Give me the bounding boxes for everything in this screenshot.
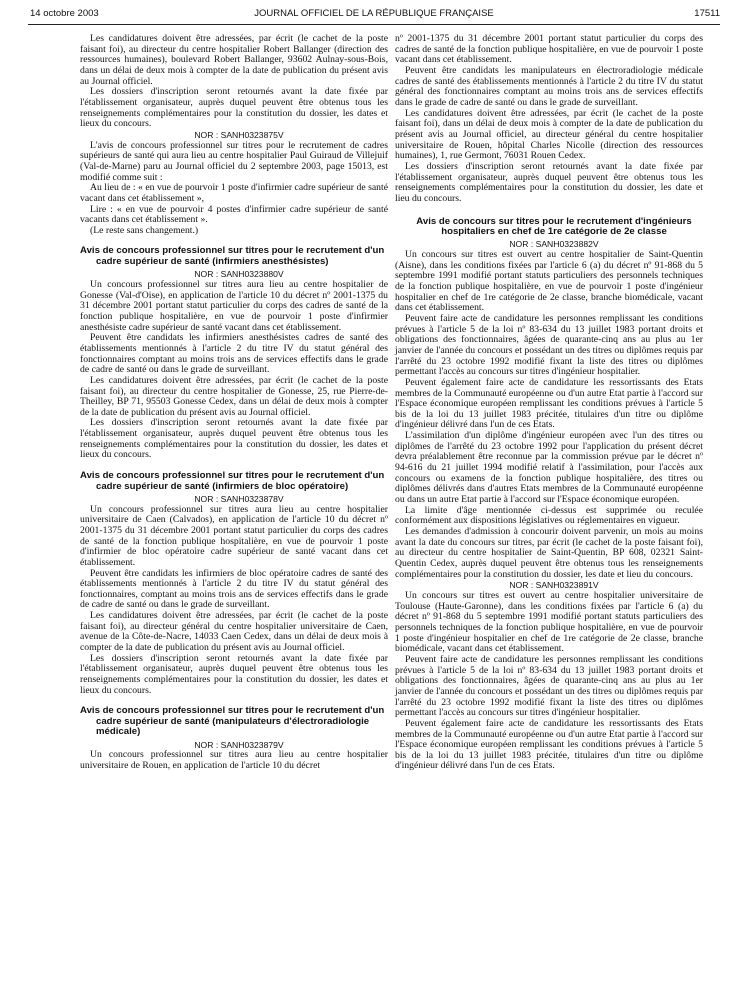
paragraph: Peuvent également faire acte de candidature les ressortissants des Etats membres de la Communauté européenne ou d'un autre Etat partie à l'accord sur l'Espace économique européen remplissant les conditions prévues à l'article 5 bis de la loi du 13 juillet 1983 précitée, titulaires d'un titre ou diplôme d'ingénieur délivré dans l'un de ces Etats. bbox=[395, 376, 703, 431]
paragraph: Au lieu de : « en vue de pourvoir 1 poste d'infirmier cadre supérieur de santé vacant dans cet établissement », bbox=[80, 182, 388, 204]
paragraph: La limite d'âge mentionnée ci-dessus est supprimée ou reculée conformément aux dispositions législatives ou réglementaires en vigueur. bbox=[395, 504, 703, 527]
page-number: 17511 bbox=[694, 8, 720, 19]
left-column bbox=[80, 34, 388, 772]
nor-reference: NOR : SANH0323880V bbox=[194, 269, 284, 280]
paragraph: Les candidatures doivent être adressées, par écrit (le cachet de la poste faisant foi), au directeur du centre hospitalier de Gonesse, 25, rue Pierre-de-Theilley, BP 71, 95503 Gonesse Cedex, dans un délai de deux mois à compter de la date de publication du présent avis au Journal officiel. bbox=[80, 374, 388, 418]
paragraph: Les demandes d'admission à concourir doivent parvenir, un mois au moins avant la date du concours sur titres, par écrit (le cachet de la poste faisant foi), au directeur du centre hospitalier de Saint-Quentin, BP 608, 02321 Saint-Quentin Cedex, auprès duquel peuvent être obtenus tous les renseignements complémentaires pour la constitution du dossier, les date et lieu du concours. bbox=[395, 526, 703, 580]
paragraph: Peuvent également faire acte de candidature les ressortissants des Etats membres de la Communauté européenne ou d'un autre Etat partie à l'accord sur l'Espace économique européen remplissant les conditions prévues à l'article 5 bis de la loi du 13 juillet 1983 précitée, titulaires d'un titre ou diplôme d'ingénieur délivré dans l'un de ces Etats. bbox=[395, 717, 703, 772]
nor-reference: NOR : SANH0323882V bbox=[509, 239, 599, 250]
paragraph: Un concours professionnel sur titres aura lieu au centre hospitalier universitaire de Caen (Calvados), en application de l'article 10 du décret nº 2001-1375 du 31 décembre 2001 portant statut particulier du corps des cadres de santé de la fonction publique hospitalière, en vue de pourvoir 1 poste d'infirmier de bloc opératoire cadre supérieur de santé vacant dans cet établissement. bbox=[80, 503, 388, 568]
paragraph: Un concours sur titres est ouvert au centre hospitalier universitaire de Toulouse (Haute-Garonne), dans les conditions fixées par l'article 6 (a) du décret nº 91-868 du 5 septembre 1991 modifié portant statuts particuliers des personnels techniques de la fonction publique hospitalière, en vue de pourvoir 1 poste d'ingénieur hospitalier en chef de 1re catégorie de 2e classe, branche biomédicale, vacant dans cet établissement. bbox=[395, 589, 703, 655]
paragraph: Les dossiers d'inscription seront retournés avant la date fixée par l'établissement organisateur, auprès duquel peuvent être obtenus tous les renseignements complémentaires pour la constitution du dossier, les date et lieu du concours. bbox=[395, 160, 703, 204]
paragraph: Un concours professionnel sur titres aura lieu au centre hospitalier universitaire de Rouen, en application de l'article 10 du décret bbox=[80, 749, 388, 771]
journal-title: JOURNAL OFFICIEL DE LA RÉPUBLIQUE FRANÇAISE bbox=[254, 8, 494, 19]
paragraph: L'avis de concours professionnel sur titres pour le recrutement de cadres supérieurs de santé qui aura lieu au centre hospitalier Paul Guiraud de Villejuif (Val-de-Marne) paru au Journal officiel du 2 septembre 2003, page 15013, est modifié comme suit : bbox=[80, 139, 388, 183]
paragraph: Les candidatures doivent être adressées, par écrit (le cachet de la poste faisant foi), au directeur du centre hospitalier Robert Ballanger (direction des ressources humaines), boulevard Robert Ballanger, 93602 Aulnay-sous-Bois, dans un délai de deux mois à compter de la date de publication du présent avis au Journal officiel. bbox=[80, 33, 388, 87]
section-title: Avis de concours sur titres pour le recrutement d'ingénieurs hospitaliers en chef de 1re catégorie de 2e classe bbox=[416, 215, 692, 237]
paragraph: Un concours professionnel sur titres aura lieu au centre hospitalier de Gonesse (Val-d'Oise), en application de l'article 10 du décret nº 2001-1375 du 31 décembre 2001 portant statut particulier du corps des cadres de santé de la fonction publique hospitalière, en vue de pourvoir 1 poste d'infirmier anesthésiste cadre supérieur de santé vacant dans cet établissement. bbox=[80, 278, 388, 333]
section-title: Avis de concours professionnel sur titres pour le recrutement d'un cadre supérieur de santé (manipulateurs d'électroradiologie médicale) bbox=[80, 705, 385, 738]
nor-reference: NOR : SANH0323875V bbox=[194, 129, 284, 140]
paragraph: Les dossiers d'inscription seront retournés avant la date fixée par l'établissement organisateur, auprès duquel peuvent être obtenus tous les renseignements complémentaires pour la constitution du dossier, les dates et lieux du concours. bbox=[80, 86, 388, 130]
paragraph: Peuvent être candidats les infirmiers anesthésistes cadres de santé des établissements mentionnés à l'article 2 du titre IV du statut général des fonctionnaires comptant au moins trois ans de services effectifs dans le grade de cadre de santé ou dans le grade de surveillant. bbox=[80, 332, 388, 376]
nor-reference: NOR : SANH0323879V bbox=[194, 739, 284, 750]
paragraph: Peuvent faire acte de candidature les personnes remplissant les conditions prévues à l'article 5 de la loi nº 83-634 du 13 juillet 1983 portant droits et obligations des fonctionnaires, âgées de quarante-cinq ans au plus au 1er janvier de l'année du concours et possédant un des titres ou diplômes requis par l'arrêté du 23 octobre 1992 modifié fixant la liste des titres ou diplômes permettant l'accès au concours sur titres d'ingénieur hospitalier. bbox=[395, 653, 703, 719]
paragraph: Peuvent faire acte de candidature les personnes remplissant les conditions prévues à l'article 5 de la loi nº 83-634 du 13 juillet 1983 portant droits et obligations des fonctionnaires, âgées de quarante-cinq ans au plus au 1er janvier de l'année du concours et possédant un des titres ou diplômes requis par l'arrêté du 23 octobre 1992 modifié fixant la liste des titres ou diplômes permettant l'accès au concours sur titres d'ingénieur hospitalier. bbox=[395, 312, 703, 378]
paragraph: Peuvent être candidats les infirmiers de bloc opératoire cadres de santé des établissements mentionnés à l'article 2 du titre IV du statut général des fonctionnaires, comptant au moins trois ans de services effectifs dans le grade de cadre de santé ou dans le grade de surveillant. bbox=[80, 567, 388, 611]
nor-reference: NOR : SANH0323891V bbox=[509, 580, 599, 591]
paragraph: (Le reste sans changement.) bbox=[90, 224, 199, 236]
paragraph: Les candidatures doivent être adressées, par écrit (le cachet de la poste faisant foi), dans un délai de deux mois à compter de la date de publication du présent avis au Journal officiel, au directeur général du centre hospitalier universitaire de Rouen, hôpital Charles Nicolle (direction des ressources humaines), 1, rue Germont, 76031 Rouen Cedex. bbox=[395, 107, 703, 162]
paragraph: Les candidatures doivent être adressées, par écrit (le cachet de la poste faisant foi), au directeur général du centre hospitalier universitaire de Caen, avenue de la Côte-de-Nacre, 14033 Caen Cedex, dans un délai de deux mois à compter de la date de publication du présent avis au Journal officiel. bbox=[80, 610, 388, 654]
paragraph: Les dossiers d'inscription seront retournés avant la date fixée par l'établissement organisateur, auprès duquel peuvent être obtenus tous les renseignements complémentaires pour la constitution du dossier, les dates et lieux du concours. bbox=[80, 652, 388, 696]
paragraph: Un concours sur titres est ouvert au centre hospitalier de Saint-Quentin (Aisne), dans les conditions fixées par l'article 6 (a) du décret nº 91-868 du 5 septembre 1991 modifié portant statuts particuliers des personnels techniques de la fonction publique hospitalière, en vue de pourvoir 1 poste d'ingénieur hospitalier en chef de 1re catégorie de 2e classe, branche biomédicale, vacant dans cet établissement. bbox=[395, 248, 703, 314]
paragraph: nº 2001-1375 du 31 décembre 2001 portant statut particulier du corps des cadres de santé de la fonction publique hospitalière, en vue de pourvoir 1 poste vacant dans cet établissement. bbox=[395, 33, 703, 66]
right-column bbox=[395, 34, 703, 772]
paragraph: Les dossiers d'inscription seront retournés avant la date fixée par l'établissement organisateur, auprès duquel peuvent être obtenus tous les renseignements complémentaires pour la constitution du dossier, les dates et lieux du concours. bbox=[80, 417, 388, 461]
section-title: Avis de concours professionnel sur titres pour le recrutement d'un cadre supérieur de santé (infirmiers de bloc opératoire) bbox=[80, 470, 385, 492]
nor-reference: NOR : SANH0323878V bbox=[194, 493, 284, 504]
paragraph: Lire : « en vue de pourvoir 4 postes d'infirmier cadre supérieur de santé vacants dans cet établissement ». bbox=[80, 203, 388, 226]
header-date: 14 octobre 2003 bbox=[30, 8, 99, 19]
header-rule bbox=[28, 24, 720, 25]
page-header bbox=[0, 0, 748, 22]
paragraph: Peuvent être candidats les manipulateurs en électroradiologie médicale cadres de santé des établissements mentionnés à l'article 2 du titre IV du statut général des fonctionnaires comptant au moins trois ans de services effectifs dans le grade de cadre de santé ou dans le grade de surveillant. bbox=[395, 64, 703, 108]
section-title: Avis de concours professionnel sur titres pour le recrutement d'un cadre supérieur de santé (infirmiers anesthésistes) bbox=[80, 245, 385, 267]
paragraph: L'assimilation d'un diplôme d'ingénieur européen avec l'un des titres ou diplômes de l'arrêté du 23 octobre 1992 pour l'application du présent décret devra préalablement être reconnue par la commission prévue par le décret nº 94-616 du 21 juillet 1994 modifié relatif à l'assimilation, pour l'accès aux concours ou examens de la fonction publique hospitalière, des titres ou diplômes délivrés dans d'autres Etats membres de la Communauté européenne ou dans un autre Etat partie à l'accord sur l'Espace économique européen. bbox=[395, 430, 703, 506]
